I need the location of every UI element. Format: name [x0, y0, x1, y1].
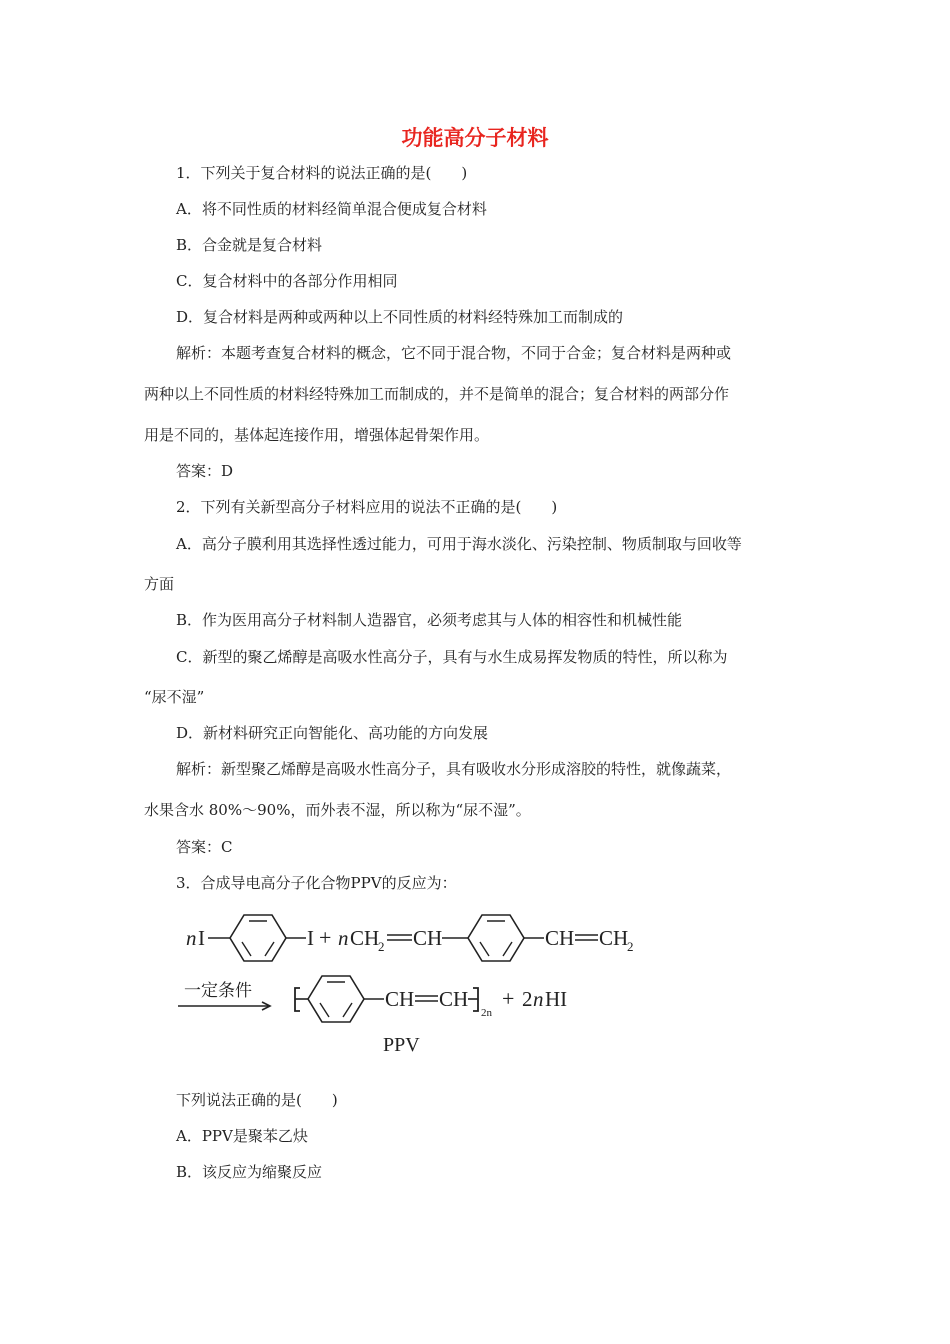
q2-option-a-line-1: A．高分子膜利用其选择性透过能力，可用于海水淡化、污染控制、物质制取与回收等 — [176, 535, 742, 553]
benzene-ring-icon — [308, 976, 364, 1022]
q2-stem: 2．下列有关新型高分子材料应用的说法不正确的是( ) — [176, 498, 558, 516]
product-ch-2: CH — [439, 987, 469, 1011]
q2-option-a-line-2: 方面 — [144, 575, 175, 593]
q3-option-a: A．PPV是聚苯乙炔 — [176, 1127, 308, 1145]
q3-prompt: 下列说法正确的是( ) — [176, 1091, 338, 1109]
plus-sign: + — [502, 986, 515, 1011]
reactant1-coefficient: n — [186, 926, 197, 950]
q3-option-b: B．该反应为缩聚反应 — [176, 1163, 323, 1181]
ppv-reaction-equation — [170, 908, 650, 1058]
q2-option-c-line-1: C．新型的聚乙烯醇是高吸水性高分子，具有与水生成易挥发物质的特性，所以称为 — [176, 648, 728, 666]
reactant2-subscript: 2 — [378, 939, 385, 954]
q2-option-d: D．新材料研究正向智能化、高功能的方向发展 — [176, 724, 489, 742]
q1-option-d: D．复合材料是两种或两种以上不同性质的材料经特殊加工而制成的 — [176, 308, 624, 326]
q2-analysis-line-1: 解析：新型聚乙烯醇是高吸水性高分子，具有吸收水分形成溶胶的特性，就像蔬菜， — [176, 760, 732, 778]
q1-answer: 答案：D — [176, 462, 234, 480]
reactant2-ch: CH — [413, 926, 443, 950]
reactant2-coefficient: n — [338, 926, 349, 950]
product-ch-1: CH — [385, 987, 415, 1011]
q2-analysis-line-2: 水果含水 80%～90%，而外表不湿，所以称为“尿不湿”。 — [144, 801, 531, 819]
hydrogen-iodide: HI — [545, 987, 568, 1011]
reaction-condition: 一定条件 — [184, 981, 252, 1000]
benzene-ring-icon — [230, 915, 286, 961]
q2-option-c-line-2: “尿不湿” — [144, 688, 205, 706]
product-degree-subscript: 2n — [481, 1007, 492, 1019]
benzene-ring-icon — [468, 915, 524, 961]
q2-answer: 答案：C — [176, 838, 233, 856]
q1-option-b: B．合金就是复合材料 — [176, 236, 323, 254]
reactant2-vinyl-subscript: 2 — [627, 939, 634, 954]
reactant2-vinyl-ch: CH — [545, 926, 575, 950]
q1-analysis-line-3: 用是不同的，基体起连接作用，增强体起骨架作用。 — [144, 426, 490, 444]
q1-stem: 1．下列关于复合材料的说法正确的是( ) — [176, 164, 468, 182]
reactant2-vinyl-ch2: CH — [599, 926, 629, 950]
page-title: 功能高分子材料 — [401, 126, 549, 150]
q1-analysis-line-1: 解析：本题考查复合材料的概念，它不同于混合物，不同于合金；复合材料是两种或 — [176, 344, 732, 362]
reactant2-ch2: CH — [350, 926, 380, 950]
product-name: PPV — [383, 1034, 420, 1056]
hi-coefficient-number: 2 — [522, 987, 533, 1011]
reactant1-iodine-right: I — [307, 926, 314, 950]
reactant1-iodine-left: I — [198, 926, 205, 950]
q1-analysis-line-2: 两种以上不同性质的材料经特殊加工而制成的，并不是简单的混合；复合材料的两部分作 — [144, 385, 730, 403]
q3-stem: 3．合成导电高分子化合物PPV的反应为： — [176, 874, 457, 892]
q2-option-b: B．作为医用高分子材料制人造器官，必须考虑其与人体的相容性和机械性能 — [176, 611, 683, 629]
hi-coefficient-n: n — [533, 987, 544, 1011]
plus-sign: + — [319, 925, 332, 950]
q1-option-c: C．复合材料中的各部分作用相同 — [176, 272, 398, 290]
q1-option-a: A．将不同性质的材料经简单混合便成复合材料 — [176, 200, 487, 218]
